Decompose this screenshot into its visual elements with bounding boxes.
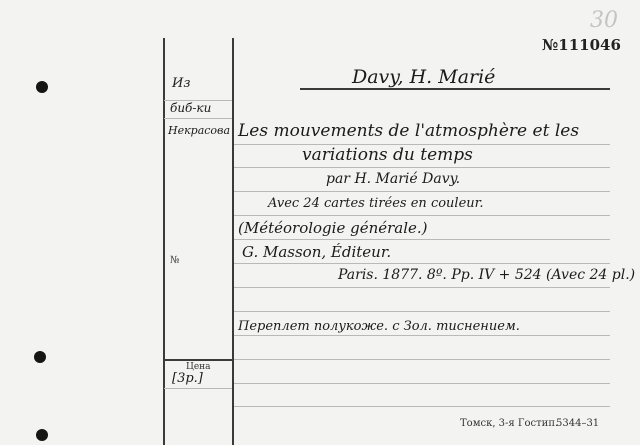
margin-note-line1: Из [172,76,191,91]
author-line: par H. Marié Davy. [326,171,461,187]
ruled-line [234,263,610,264]
punch-hole-middle [34,351,46,363]
margin-note-line3: Некрасова [168,124,231,137]
publisher-line: G. Masson, Éditeur. [242,243,392,261]
heading-rule [300,88,610,90]
punch-hole-top [36,81,48,93]
price-value: [3р.] [172,371,203,386]
printer-imprint: Томск, 3-я Гостип. [460,418,559,429]
ruled-line [234,383,610,384]
author-heading: Davy, H. Marié [352,66,496,88]
margin-note-line2: биб-ки [170,101,212,115]
ruled-line [234,215,610,216]
catalog-number: №111046 [542,36,621,54]
ruled-line [164,118,232,119]
number-label: № [170,255,180,266]
binding-note: Переплет полукоже. с Зол. тиснением. [238,319,520,334]
ruled-line [234,406,610,407]
price-box-top-rule [164,359,232,361]
ruled-line [234,335,610,336]
title-line-2: variations du temps [302,145,473,165]
maps-line: Avec 24 cartes tirées en couleur. [268,196,484,211]
price-label: Цена [186,362,211,372]
ruled-line [234,167,610,168]
pencil-number: 30 [590,8,618,33]
imprint-line: Paris. 1877. 8º. Pp. IV + 524 (Avec 24 pl.) [338,267,636,283]
print-code: 5344–31 [556,418,600,429]
ruled-line [234,191,610,192]
title-line-1: Les mouvements de l'atmosphère et les [238,121,580,141]
series-line: (Météorologie générale.) [238,219,428,237]
ruled-line [164,388,232,389]
ruled-line [234,359,610,360]
ruled-line [234,311,610,312]
ruled-line [234,239,610,240]
ruled-line [234,287,610,288]
punch-hole-bottom [36,429,48,441]
